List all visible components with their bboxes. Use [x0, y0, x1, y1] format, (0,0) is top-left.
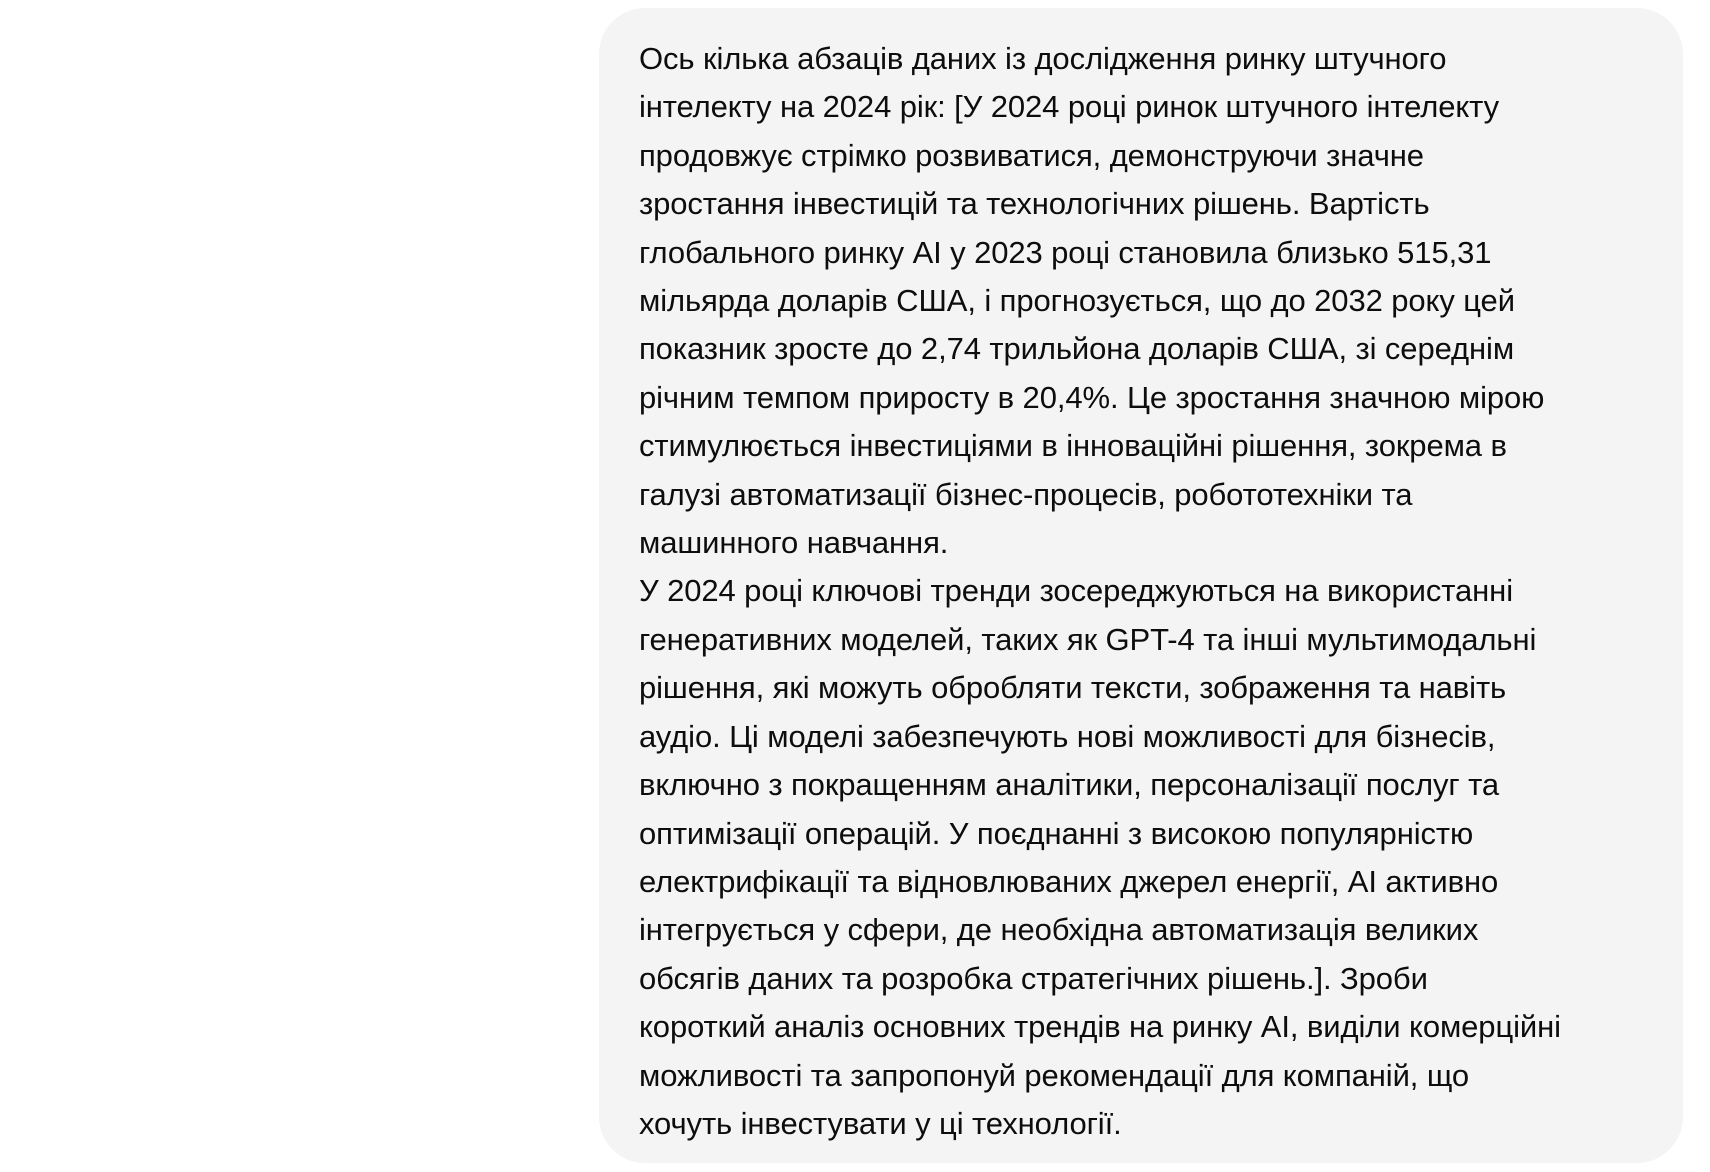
- message-line: галузі автоматизації бізнес-процесів, робототехніки та: [639, 476, 1413, 512]
- message-line: включно з покращенням аналітики, персоналізації послуг та: [639, 767, 1500, 803]
- message-line: аудіо. Ці моделі забезпечують нові можливості для бізнесів,: [639, 718, 1496, 754]
- user-message-text: [639, 35, 1653, 1148]
- message-line: глобального ринку AI у 2023 році становила близько 515,31: [639, 234, 1492, 270]
- message-line: генеративних моделей, таких як GPT-4 та інші мультимодальні: [639, 621, 1537, 657]
- message-line: короткий аналіз основних трендів на ринку AI, виділи комерційні: [639, 1009, 1561, 1045]
- message-line: хочуть інвестувати у ці технології.: [639, 1105, 1122, 1141]
- message-line: Ось кілька абзаців даних із дослідження ринку штучного: [639, 41, 1447, 76]
- message-line: електрифікації та відновлюваних джерел енергії, AI активно: [639, 863, 1499, 899]
- message-line: мільярда доларів США, і прогнозується, що до 2032 року цей: [639, 283, 1515, 319]
- message-line: машинного навчання.: [639, 525, 949, 561]
- message-line: стимулюється інвестиціями в інноваційні рішення, зокрема в: [639, 428, 1507, 464]
- message-line: можливості та запропонуй рекомендації для компаній, що: [639, 1057, 1470, 1093]
- message-line: рішення, які можуть обробляти тексти, зображення та навіть: [639, 670, 1507, 706]
- message-line: У 2024 році ключові тренди зосереджуються на використанні: [639, 573, 1513, 609]
- message-line: зростання інвестицій та технологічних рішень. Вартість: [639, 186, 1430, 222]
- message-line: оптимізації операцій. У поєднанні з високою популярністю: [639, 815, 1474, 851]
- message-line: показник зросте до 2,74 трильйона доларів США, зі середнім: [639, 331, 1515, 367]
- message-line: річним темпом приросту в 20,4%. Це зростання значною мірою: [639, 379, 1545, 415]
- message-line: інтегрується у сфери, де необхідна автоматизація великих: [639, 912, 1479, 948]
- message-line: продовжує стрімко розвиватися, демонструючи значне: [639, 137, 1424, 173]
- user-message-bubble: [599, 8, 1683, 1163]
- message-line: обсягів даних та розробка стратегічних рішень.]. Зроби: [639, 960, 1428, 996]
- message-line: інтелекту на 2024 рік: [У 2024 році ринок штучного інтелекту: [639, 89, 1500, 125]
